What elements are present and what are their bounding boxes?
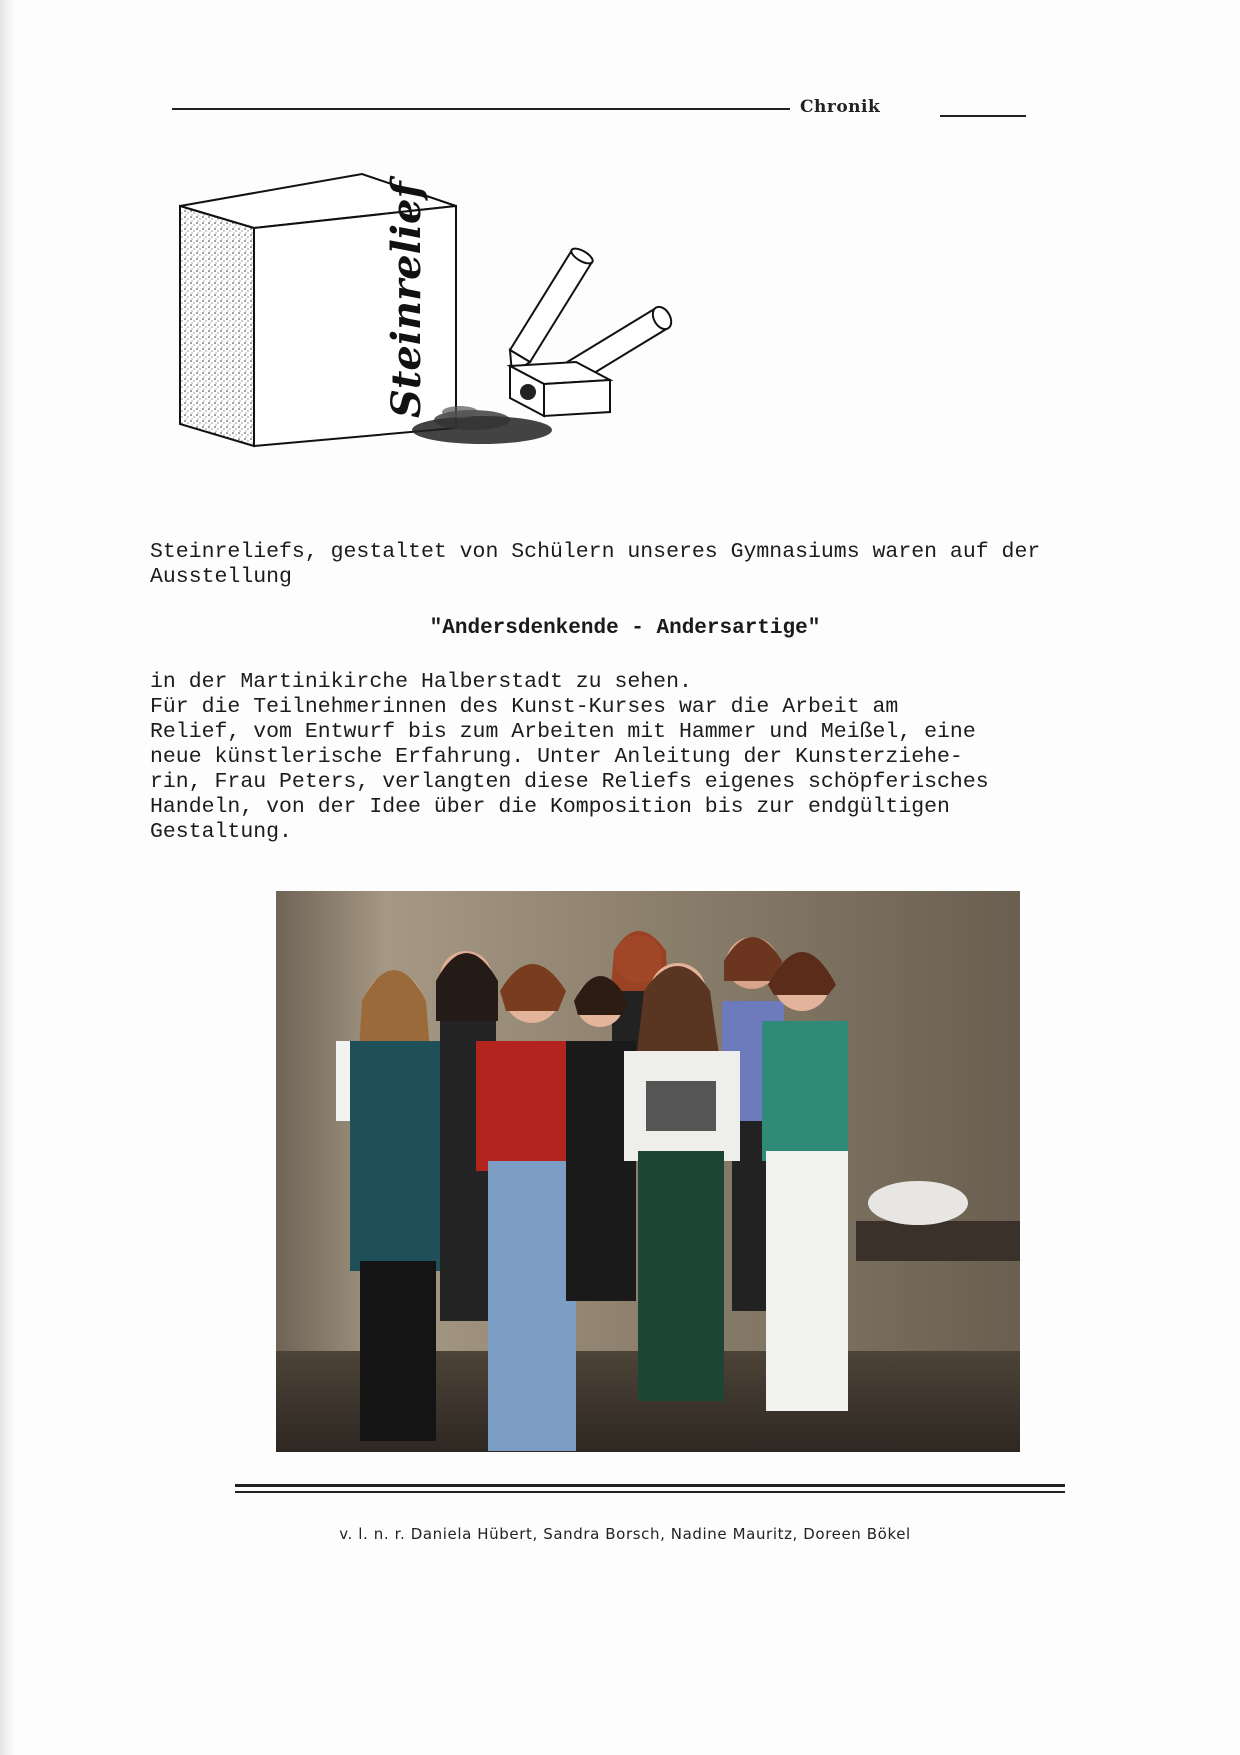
body-line: in der Martinikirche Halberstadt zu sehen. [150, 670, 692, 694]
group-photo [276, 891, 1020, 1452]
body-paragraph [150, 670, 1100, 845]
block-lettering: Steinrelief [383, 181, 430, 418]
body-line: Handeln, von der Idee über die Komposition bis zur endgültigen [150, 795, 950, 819]
photo-caption: v. l. n. r. Daniela Hübert, Sandra Borsch, Nadine Mauritz, Doreen Bökel [339, 1525, 911, 1543]
header-rule-left [172, 108, 790, 110]
body-line: neue künstlerische Erfahrung. Unter Anleitung der Kunsterziehe- [150, 745, 963, 769]
section-title: Chronik [800, 97, 881, 117]
scan-edge-shadow [0, 0, 14, 1755]
body-line: rin, Frau Peters, verlangten diese Reliefs eigenes schöpferisches [150, 770, 989, 794]
steinrelief-illustration [172, 168, 692, 458]
body-line: Für die Teilnehmerinnen des Kunst-Kurses war die Arbeit am [150, 695, 899, 719]
footer-rules [235, 1484, 1065, 1493]
body-line: Relief, vom Entwurf bis zum Arbeiten mit Hammer und Meißel, eine [150, 720, 976, 744]
header-rule-right [940, 115, 1026, 117]
body-line: Gestaltung. [150, 820, 292, 844]
intro-paragraph: Steinreliefs, gestaltet von Schülern unseres Gymnasiums waren auf der Ausstellung [150, 540, 1041, 589]
exhibition-title: "Andersdenkende - Andersartige" [429, 617, 821, 640]
